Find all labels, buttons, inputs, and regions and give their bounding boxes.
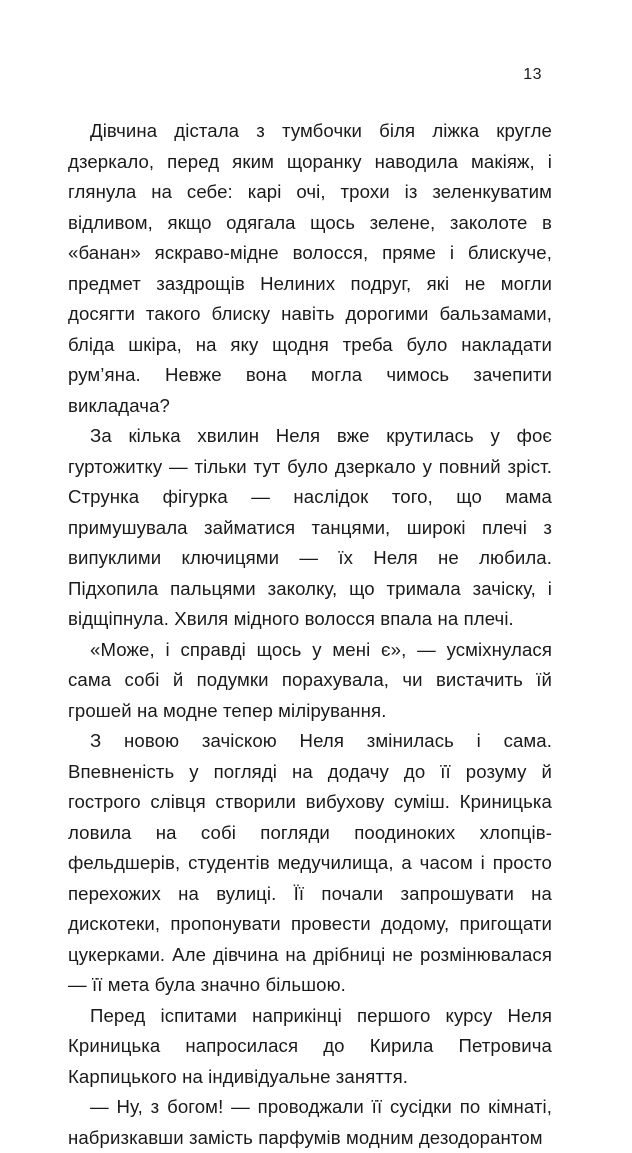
paragraph-3: «Може, і справді щось у мені є», — усміхнулася сама собі й подумки порахувала, чи вистачить їй грошей на модне тепер мілірування. [68,638,552,721]
paragraph-4: З новою зачіскою Неля змінилась і сама. Впевненість у погляді на додачу до її розуму й гострого слівця створили вибухову суміш. Криницька ловила на собі погляди поодиноких хлопців-фельдшерів, студентів медучилища, а часом і просто перехожих на вулиці. Її почали запрошувати на дискотеки, пропонувати провести додому, пригощати цукерками. Але дівчина на дрібниці не розмінювалася — її мета була значно більшою. [68,730,552,995]
page-number: 13 [523,66,542,83]
body-text [68,116,552,1153]
paragraph-2: За кілька хвилин Неля вже крутилась у фоє гуртожитку — тільки тут було дзеркало у повний зріст. Струнка фігурка — наслідок того, що мама примушувала займатися танцями, широкі плечі з випуклими ключицями — їх Неля не любила. Підхопила пальцями заколку, що тримала зачіску, і відщіпнула. Хвиля мідного волосся впала на плечі. [68,425,552,629]
paragraph-5: Перед іспитами наприкінці першого курсу Неля Криницька напросилася до Кирила Петровича Карпицького на індивідуальне заняття. [68,1004,552,1087]
paragraph-6: — Ну, з богом! — проводжали її сусідки по кімнаті, набризкавши замість парфумів модним дезодорантом [68,1096,552,1148]
paragraph-1: Дівчина дістала з тумбочки біля ліжка кругле дзеркало, перед яким щоранку наводила макіяж, і глянула на себе: карі очі, трохи із зеленкуватим відливом, якщо одягала щось зелене, заколоте в «банан» яскраво-мідне волосся, пряме і блискуче, предмет заздрощів Нелиних подруг, які не могли досягти такого блиску навіть дорогими бальзамами, бліда шкіра, на яку щодня треба було накладати рум’яна. Невже вона могла чимось зачепити викладача? [68,120,552,416]
